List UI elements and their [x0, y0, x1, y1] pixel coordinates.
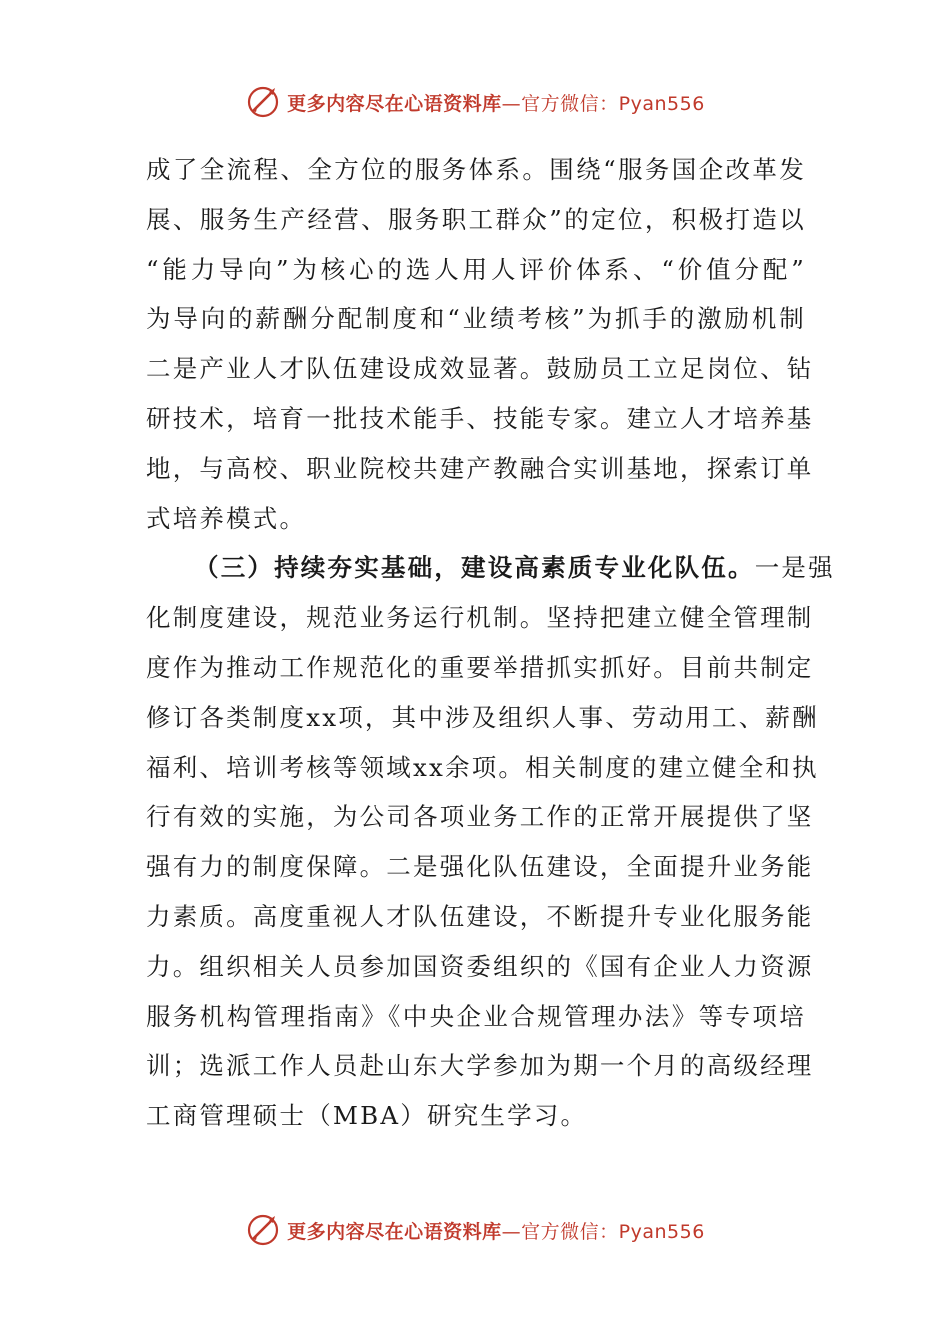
- text-line: 服务机构管理指南》《中央企业合规管理办法》等专项培: [146, 1001, 806, 1031]
- header-watermark-text: 更多内容尽在心语资料库—官方微信：Pyan556: [287, 92, 705, 115]
- text-line: 度作为推动工作规范化的重要举措抓实抓好。目前共制定: [146, 652, 814, 682]
- text-line: 为导向的薪酬分配制度和“业绩考核”为抓手的激励机制: [146, 304, 806, 334]
- text-line: 训；选派工作人员赴山东大学参加为期一个月的高级经理: [146, 1051, 814, 1081]
- text-line: “能力导向”为核心的选人用人评价体系、“价值分配”: [146, 254, 806, 284]
- text-line: 强有力的制度保障。二是强化队伍建设，全面提升业务能: [146, 852, 814, 882]
- section-heading-tail: 一是强: [754, 553, 835, 583]
- text-line: 展、服务生产经营、服务职工群众”的定位，积极打造以: [146, 204, 806, 234]
- text-line: 行有效的实施，为公司各项业务工作的正常开展提供了坚: [146, 802, 814, 832]
- footer-watermark-text: 更多内容尽在心语资料库—官方微信：Pyan556: [287, 1220, 705, 1243]
- document-body: [146, 145, 835, 1141]
- text-line: 福利、培训考核等领域xx余项。相关制度的建立健全和执: [146, 752, 819, 782]
- pen-circle-logo-icon: [245, 1212, 281, 1248]
- section-heading: （三）持续夯实基础，建设高素质专业化队伍。: [194, 553, 755, 583]
- text-line: 地，与高校、职业院校共建产教融合实训基地，探索订单: [146, 453, 814, 483]
- text-line: 力。组织相关人员参加国资委组织的《国有企业人力资源: [146, 951, 814, 981]
- paragraph-service-system: [146, 145, 814, 543]
- text-line: 化制度建设，规范业务运行机制。坚持把建立健全管理制: [146, 603, 814, 633]
- text-line: 工商管理硕士（MBA）研究生学习。: [146, 1101, 588, 1131]
- text-line: 力素质。高度重视人才队伍建设，不断提升专业化服务能: [146, 901, 814, 931]
- text-line: 成了全流程、全方位的服务体系。围绕“服务国企改革发: [146, 155, 806, 184]
- header-watermark-banner: [0, 82, 950, 122]
- paragraph-section-three: [146, 543, 835, 1141]
- text-line: 研技术，培育一批技术能手、技能专家。建立人才培养基: [146, 403, 814, 433]
- text-line: 修订各类制度xx项，其中涉及组织人事、劳动用工、薪酬: [146, 702, 819, 732]
- text-line: 二是产业人才队伍建设成效显著。鼓励员工立足岗位、钻: [146, 354, 814, 384]
- text-line: [146, 543, 835, 593]
- text-line: 式培养模式。: [146, 503, 307, 533]
- pen-circle-logo-icon: [245, 84, 281, 120]
- footer-watermark-banner: [0, 1210, 950, 1250]
